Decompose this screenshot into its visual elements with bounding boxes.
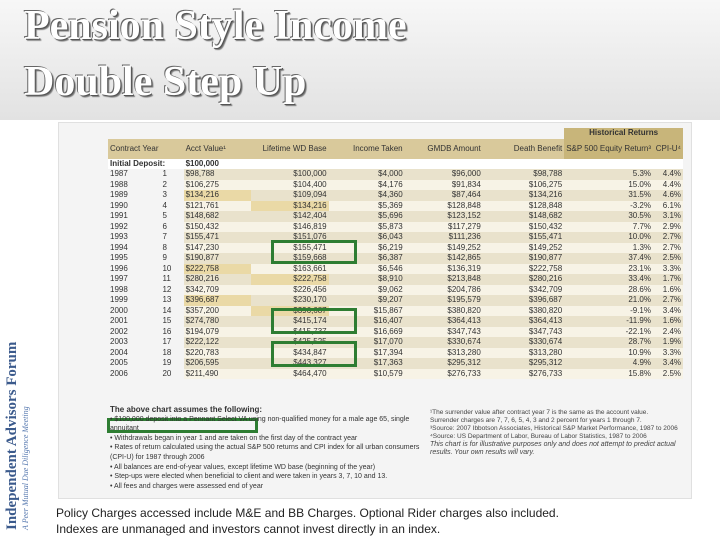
cell-gmdb-amount: $204,786 <box>405 285 483 296</box>
cell-year: 1989 <box>110 190 128 199</box>
cell-year: 2000 <box>110 305 128 315</box>
col-gmdb-amount: GMDB Amount <box>405 139 483 159</box>
cell-cpi-u: 2.7% <box>653 295 683 306</box>
cell-death-benefit: $148,682 <box>483 211 564 222</box>
cell-gmdb-amount: $347,743 <box>405 327 483 338</box>
cell-death-benefit: $280,216 <box>483 274 564 285</box>
cell-year: 2005 <box>110 358 128 367</box>
cell-cpi-u: 4.6% <box>653 190 683 201</box>
cell-cpi-u: 3.4% <box>653 306 683 317</box>
assumption-item: • All balances are end-of-year values, except lifetime WD base (beginning of the year) <box>110 463 376 471</box>
cell-gmdb-amount: $111,236 <box>405 232 483 243</box>
cell-gmdb-amount: $136,319 <box>405 264 483 275</box>
cell-gmdb-amount: $213,848 <box>405 274 483 285</box>
cell-gmdb-amount: $96,000 <box>405 169 483 180</box>
cell-death-benefit: $295,312 <box>483 358 564 369</box>
cell-sp500-return: 5.3% <box>564 169 653 180</box>
footnote: ¹The surrender value after contract year 7 is the same as the account value. <box>430 409 649 416</box>
cell-death-benefit: $347,743 <box>483 327 564 338</box>
cell-cpi-u: 4.4% <box>653 180 683 191</box>
cell-gmdb-amount: $123,152 <box>405 211 483 222</box>
table-row <box>108 369 683 380</box>
cell-gmdb-amount: $330,674 <box>405 337 483 348</box>
cell-year: 1999 <box>110 295 128 304</box>
cell-acct-value: $150,432 <box>184 222 252 233</box>
cell-cpi-u: 3.3% <box>653 264 683 275</box>
cell-cpi-u: 2.5% <box>653 253 683 264</box>
assumptions-notes <box>110 405 420 491</box>
cell-cpi-u: 3.4% <box>653 358 683 369</box>
cell-acct-value: $274,780 <box>184 316 252 327</box>
cell-year-number: 3 <box>162 190 167 199</box>
cell-income-taken: $16,669 <box>329 327 405 338</box>
cell-year-number: 18 <box>162 347 172 357</box>
table-row <box>108 285 683 296</box>
cell-sp500-return: -9.1% <box>564 306 653 317</box>
cell-cpi-u: 6.1% <box>653 201 683 212</box>
cell-acct-value: $222,122 <box>184 337 252 348</box>
table-row <box>108 316 683 327</box>
cell-year: 2002 <box>110 326 128 336</box>
cell-lifetime-wd-base: $151,076 <box>251 232 328 243</box>
cell-death-benefit: $98,788 <box>483 169 564 180</box>
cell-gmdb-amount: $295,312 <box>405 358 483 369</box>
cell-sp500-return: 37.4% <box>564 253 653 264</box>
cell-death-benefit: $149,252 <box>483 243 564 254</box>
cell-lifetime-wd-base: $464,470 <box>251 369 328 380</box>
cell-sp500-return: 23.1% <box>564 264 653 275</box>
cell-lifetime-wd-base: $226,456 <box>251 285 328 296</box>
cell-year-number: 13 <box>162 295 172 304</box>
cell-year-number: 4 <box>162 200 167 210</box>
cell-death-benefit: $128,848 <box>483 201 564 212</box>
cell-gmdb-amount: $195,579 <box>405 295 483 306</box>
cell-gmdb-amount: $87,464 <box>405 190 483 201</box>
cell-lifetime-wd-base: $415,174 <box>251 316 328 327</box>
slide-footer <box>56 505 706 537</box>
initial-deposit-label: Initial Deposit: <box>108 159 184 170</box>
cell-income-taken: $5,369 <box>329 201 405 212</box>
org-name: Independent Advisors Forum <box>4 341 20 530</box>
highlight-box-stepup-2 <box>271 308 357 334</box>
cell-income-taken: $8,910 <box>329 274 405 285</box>
cell-death-benefit: $313,280 <box>483 348 564 359</box>
col-year-number <box>160 139 183 159</box>
table-row <box>108 190 683 201</box>
cell-year-number: 17 <box>162 337 172 346</box>
cell-income-taken: $4,360 <box>329 190 405 201</box>
cell-year: 1997 <box>110 274 128 283</box>
table-row <box>108 327 683 338</box>
cell-sp500-return: 10.9% <box>564 348 653 359</box>
cell-cpi-u: 4.4% <box>653 169 683 180</box>
cell-year-number: 11 <box>162 274 171 283</box>
table-row <box>108 243 683 254</box>
cell-income-taken: $4,000 <box>329 169 405 180</box>
cell-year-number: 5 <box>162 211 167 220</box>
cell-acct-value: $280,216 <box>184 274 252 285</box>
cell-income-taken: $16,407 <box>329 316 405 327</box>
table-row <box>108 306 683 317</box>
cell-acct-value: $148,682 <box>184 211 252 222</box>
cell-death-benefit: $134,216 <box>483 190 564 201</box>
cell-acct-value: $106,275 <box>184 180 252 191</box>
cell-income-taken: $6,387 <box>329 253 405 264</box>
cell-income-taken: $17,363 <box>329 358 405 369</box>
cell-cpi-u: 2.4% <box>653 327 683 338</box>
cell-lifetime-wd-base: $230,170 <box>251 295 328 306</box>
cell-acct-value: $190,877 <box>184 253 252 264</box>
cell-income-taken: $10,579 <box>329 369 405 380</box>
cell-lifetime-wd-base: $425,525 <box>251 337 328 348</box>
cell-income-taken: $4,176 <box>329 180 405 191</box>
cell-lifetime-wd-base: $434,847 <box>251 348 328 359</box>
title-line-2: Double Step Up <box>24 59 307 105</box>
cell-death-benefit: $342,709 <box>483 285 564 296</box>
cell-sp500-return: 10.0% <box>564 232 653 243</box>
illustration-table-area <box>108 128 683 379</box>
cell-year: 1988 <box>110 179 128 189</box>
cell-year: 2004 <box>110 347 128 357</box>
sidebar-branding <box>4 342 30 530</box>
cell-income-taken: $15,867 <box>329 306 405 317</box>
table-row <box>108 211 683 222</box>
cell-lifetime-wd-base: $100,000 <box>251 169 328 180</box>
cell-year: 1994 <box>110 242 128 252</box>
cell-year-number: 2 <box>162 179 167 189</box>
cell-lifetime-wd-base: $396,687 <box>251 306 328 317</box>
cell-year: 1995 <box>110 253 128 262</box>
cell-acct-value: $155,471 <box>184 232 252 243</box>
cell-year-number: 16 <box>162 326 172 336</box>
cell-income-taken: $17,070 <box>329 337 405 348</box>
cell-year-number: 8 <box>162 242 167 252</box>
cell-gmdb-amount: $276,733 <box>405 369 483 380</box>
cell-acct-value: $134,216 <box>184 190 252 201</box>
cell-gmdb-amount: $117,279 <box>405 222 483 233</box>
cell-sp500-return: 21.0% <box>564 295 653 306</box>
cell-sp500-return: 4.9% <box>564 358 653 369</box>
title-line-1: Pension Style Income <box>24 3 407 49</box>
cell-sp500-return: 15.8% <box>564 369 653 380</box>
cell-death-benefit: $330,674 <box>483 337 564 348</box>
col-sp500-return: S&P 500 Equity Return³ <box>564 139 653 159</box>
cell-death-benefit: $106,275 <box>483 180 564 191</box>
cell-income-taken: $17,394 <box>329 348 405 359</box>
historical-returns-header: Historical Returns <box>564 128 683 139</box>
cell-lifetime-wd-base: $415,737 <box>251 327 328 338</box>
cell-year: 2006 <box>110 368 128 378</box>
cell-income-taken: $6,219 <box>329 243 405 254</box>
cell-death-benefit: $222,758 <box>483 264 564 275</box>
cell-acct-value: $222,758 <box>184 264 252 275</box>
cell-lifetime-wd-base: $146,819 <box>251 222 328 233</box>
cell-acct-value: $357,200 <box>184 306 252 317</box>
footnote: ³Source: 2007 Ibbotson Associates, Historical S&P Market Performance, 1987 to 2006 <box>430 425 678 432</box>
table-row <box>108 274 683 285</box>
cell-lifetime-wd-base: $142,404 <box>251 211 328 222</box>
slide-title <box>24 0 407 110</box>
assumption-item: • $100,000 deposit into a Pennant Select VA using non-qualified money for a male age 65, single annuitant <box>110 415 410 433</box>
cell-acct-value: $220,783 <box>184 348 252 359</box>
cell-sp500-return: 28.7% <box>564 337 653 348</box>
col-cpi-u: CPI-U⁴ <box>653 139 683 159</box>
cell-year-number: 15 <box>162 316 172 325</box>
table-row <box>108 337 683 348</box>
cell-income-taken: $6,043 <box>329 232 405 243</box>
footer-line-2: Indexes are unmanaged and investors cannot invest directly in an index. <box>56 522 441 536</box>
table-row <box>108 264 683 275</box>
cell-sp500-return: 1.3% <box>564 243 653 254</box>
cell-gmdb-amount: $380,820 <box>405 306 483 317</box>
cell-year: 1998 <box>110 284 128 294</box>
footnotes <box>430 409 680 457</box>
assumption-item: • Withdrawals began in year 1 and are taken on the first day of the contract year <box>110 434 358 442</box>
footnote: This chart is for illustrative purposes only and does not attempt to predict actual results. Your own results will vary. <box>430 441 676 456</box>
cell-year-number: 7 <box>162 232 167 241</box>
highlight-box-stepup-1 <box>271 240 357 264</box>
cell-gmdb-amount: $149,252 <box>405 243 483 254</box>
footnote: ⁴Source: US Department of Labor, Bureau of Labor Statistics, 1987 to 2006 <box>430 433 647 440</box>
cell-cpi-u: 2.7% <box>653 243 683 254</box>
cell-income-taken: $5,873 <box>329 222 405 233</box>
cell-year-number: 10 <box>162 263 172 273</box>
cell-year-number: 19 <box>162 358 172 367</box>
cell-acct-value: $211,490 <box>184 369 252 380</box>
cell-year: 1996 <box>110 263 128 273</box>
cell-year: 1992 <box>110 221 128 231</box>
cell-death-benefit: $380,820 <box>483 306 564 317</box>
col-contract-year: Contract Year <box>108 139 160 159</box>
cell-cpi-u: 2.9% <box>653 222 683 233</box>
cell-death-benefit: $396,687 <box>483 295 564 306</box>
cell-acct-value: $98,788 <box>184 169 252 180</box>
cell-acct-value: $147,230 <box>184 243 252 254</box>
org-tagline: A Peer Mutual Due Diligence Meeting <box>21 406 30 530</box>
assumption-item: • Step-ups were elected when beneficial to client and were taken in years 3, 7, 10 and 13. <box>110 473 388 481</box>
table-row <box>108 348 683 359</box>
cell-income-taken: $6,546 <box>329 264 405 275</box>
cell-year-number: 6 <box>162 221 167 231</box>
cell-death-benefit: $155,471 <box>483 232 564 243</box>
cell-year-number: 1 <box>162 169 167 178</box>
cell-year: 1993 <box>110 232 128 241</box>
col-income-taken: Income Taken <box>329 139 405 159</box>
cell-lifetime-wd-base: $155,471 <box>251 243 328 254</box>
cell-cpi-u: 2.5% <box>653 369 683 380</box>
table-row <box>108 253 683 264</box>
cell-cpi-u: 1.7% <box>653 274 683 285</box>
cell-year: 1991 <box>110 211 128 220</box>
cell-sp500-return: 33.4% <box>564 274 653 285</box>
cell-gmdb-amount: $364,413 <box>405 316 483 327</box>
cell-lifetime-wd-base: $163,661 <box>251 264 328 275</box>
cell-sp500-return: 28.6% <box>564 285 653 296</box>
cell-year-number: 14 <box>162 305 172 315</box>
cell-gmdb-amount: $128,848 <box>405 201 483 212</box>
footnote: Surrender charges are 7, 7, 6, 5, 4, 3 and 2 percent for years 1 through 7. <box>430 417 642 424</box>
table-row <box>108 358 683 369</box>
cell-death-benefit: $364,413 <box>483 316 564 327</box>
cell-cpi-u: 2.7% <box>653 232 683 243</box>
table-row <box>108 222 683 233</box>
cell-acct-value: $396,687 <box>184 295 252 306</box>
cell-year-number: 9 <box>162 253 167 262</box>
cell-lifetime-wd-base: $109,094 <box>251 190 328 201</box>
initial-deposit-value: $100,000 <box>184 159 252 170</box>
cell-death-benefit: $190,877 <box>483 253 564 264</box>
cell-lifetime-wd-base: $159,668 <box>251 253 328 264</box>
assumption-item: • All fees and charges were assessed end of year <box>110 482 264 490</box>
cell-year: 2001 <box>110 316 128 325</box>
cell-year-number: 12 <box>162 284 172 294</box>
assumption-item: • Rates of return calculated using the actual S&P 500 returns and CPI index for all urban consumers (CPI-U) for 1987 through 2006 <box>110 444 420 461</box>
cell-income-taken: $9,062 <box>329 285 405 296</box>
col-acct-value: Acct Value¹ <box>184 139 252 159</box>
initial-deposit-row <box>108 159 683 170</box>
cell-death-benefit: $150,432 <box>483 222 564 233</box>
cell-death-benefit: $276,733 <box>483 369 564 380</box>
table-row <box>108 232 683 243</box>
cell-cpi-u: 1.6% <box>653 316 683 327</box>
cell-sp500-return: 7.7% <box>564 222 653 233</box>
assumptions-title: The above chart assumes the following: <box>110 405 263 414</box>
cell-lifetime-wd-base: $134,216 <box>251 201 328 212</box>
cell-sp500-return: 15.0% <box>564 180 653 191</box>
cell-sp500-return: 31.5% <box>564 190 653 201</box>
cell-year: 2003 <box>110 337 128 346</box>
cell-acct-value: $206,595 <box>184 358 252 369</box>
illustration-table <box>108 128 683 379</box>
cell-cpi-u: 3.3% <box>653 348 683 359</box>
cell-lifetime-wd-base: $443,327 <box>251 358 328 369</box>
cell-acct-value: $121,761 <box>184 201 252 212</box>
cell-year-number: 20 <box>162 368 172 378</box>
cell-income-taken: $9,207 <box>329 295 405 306</box>
cell-sp500-return: -11.9% <box>564 316 653 327</box>
cell-gmdb-amount: $91,834 <box>405 180 483 191</box>
col-lifetime-wd-base: Lifetime WD Base <box>251 139 328 159</box>
col-death-benefit: Death Benefit <box>483 139 564 159</box>
table-row <box>108 169 683 180</box>
cell-lifetime-wd-base: $104,400 <box>251 180 328 191</box>
cell-year: 1987 <box>110 169 128 178</box>
table-row <box>108 201 683 212</box>
cell-cpi-u: 3.1% <box>653 211 683 222</box>
cell-cpi-u: 1.6% <box>653 285 683 296</box>
cell-cpi-u: 1.9% <box>653 337 683 348</box>
cell-gmdb-amount: $313,280 <box>405 348 483 359</box>
cell-gmdb-amount: $142,865 <box>405 253 483 264</box>
footer-line-1: Policy Charges accessed include M&E and BB Charges. Optional Rider charges also included. <box>56 506 559 520</box>
cell-year: 1990 <box>110 200 128 210</box>
highlight-box-stepup-3 <box>271 341 357 367</box>
cell-income-taken: $5,696 <box>329 211 405 222</box>
cell-acct-value: $194,079 <box>184 327 252 338</box>
table-row <box>108 295 683 306</box>
cell-acct-value: $342,709 <box>184 285 252 296</box>
cell-lifetime-wd-base: $222,758 <box>251 274 328 285</box>
cell-sp500-return: -22.1% <box>564 327 653 338</box>
cell-sp500-return: 30.5% <box>564 211 653 222</box>
cell-sp500-return: -3.2% <box>564 201 653 212</box>
table-row <box>108 180 683 191</box>
